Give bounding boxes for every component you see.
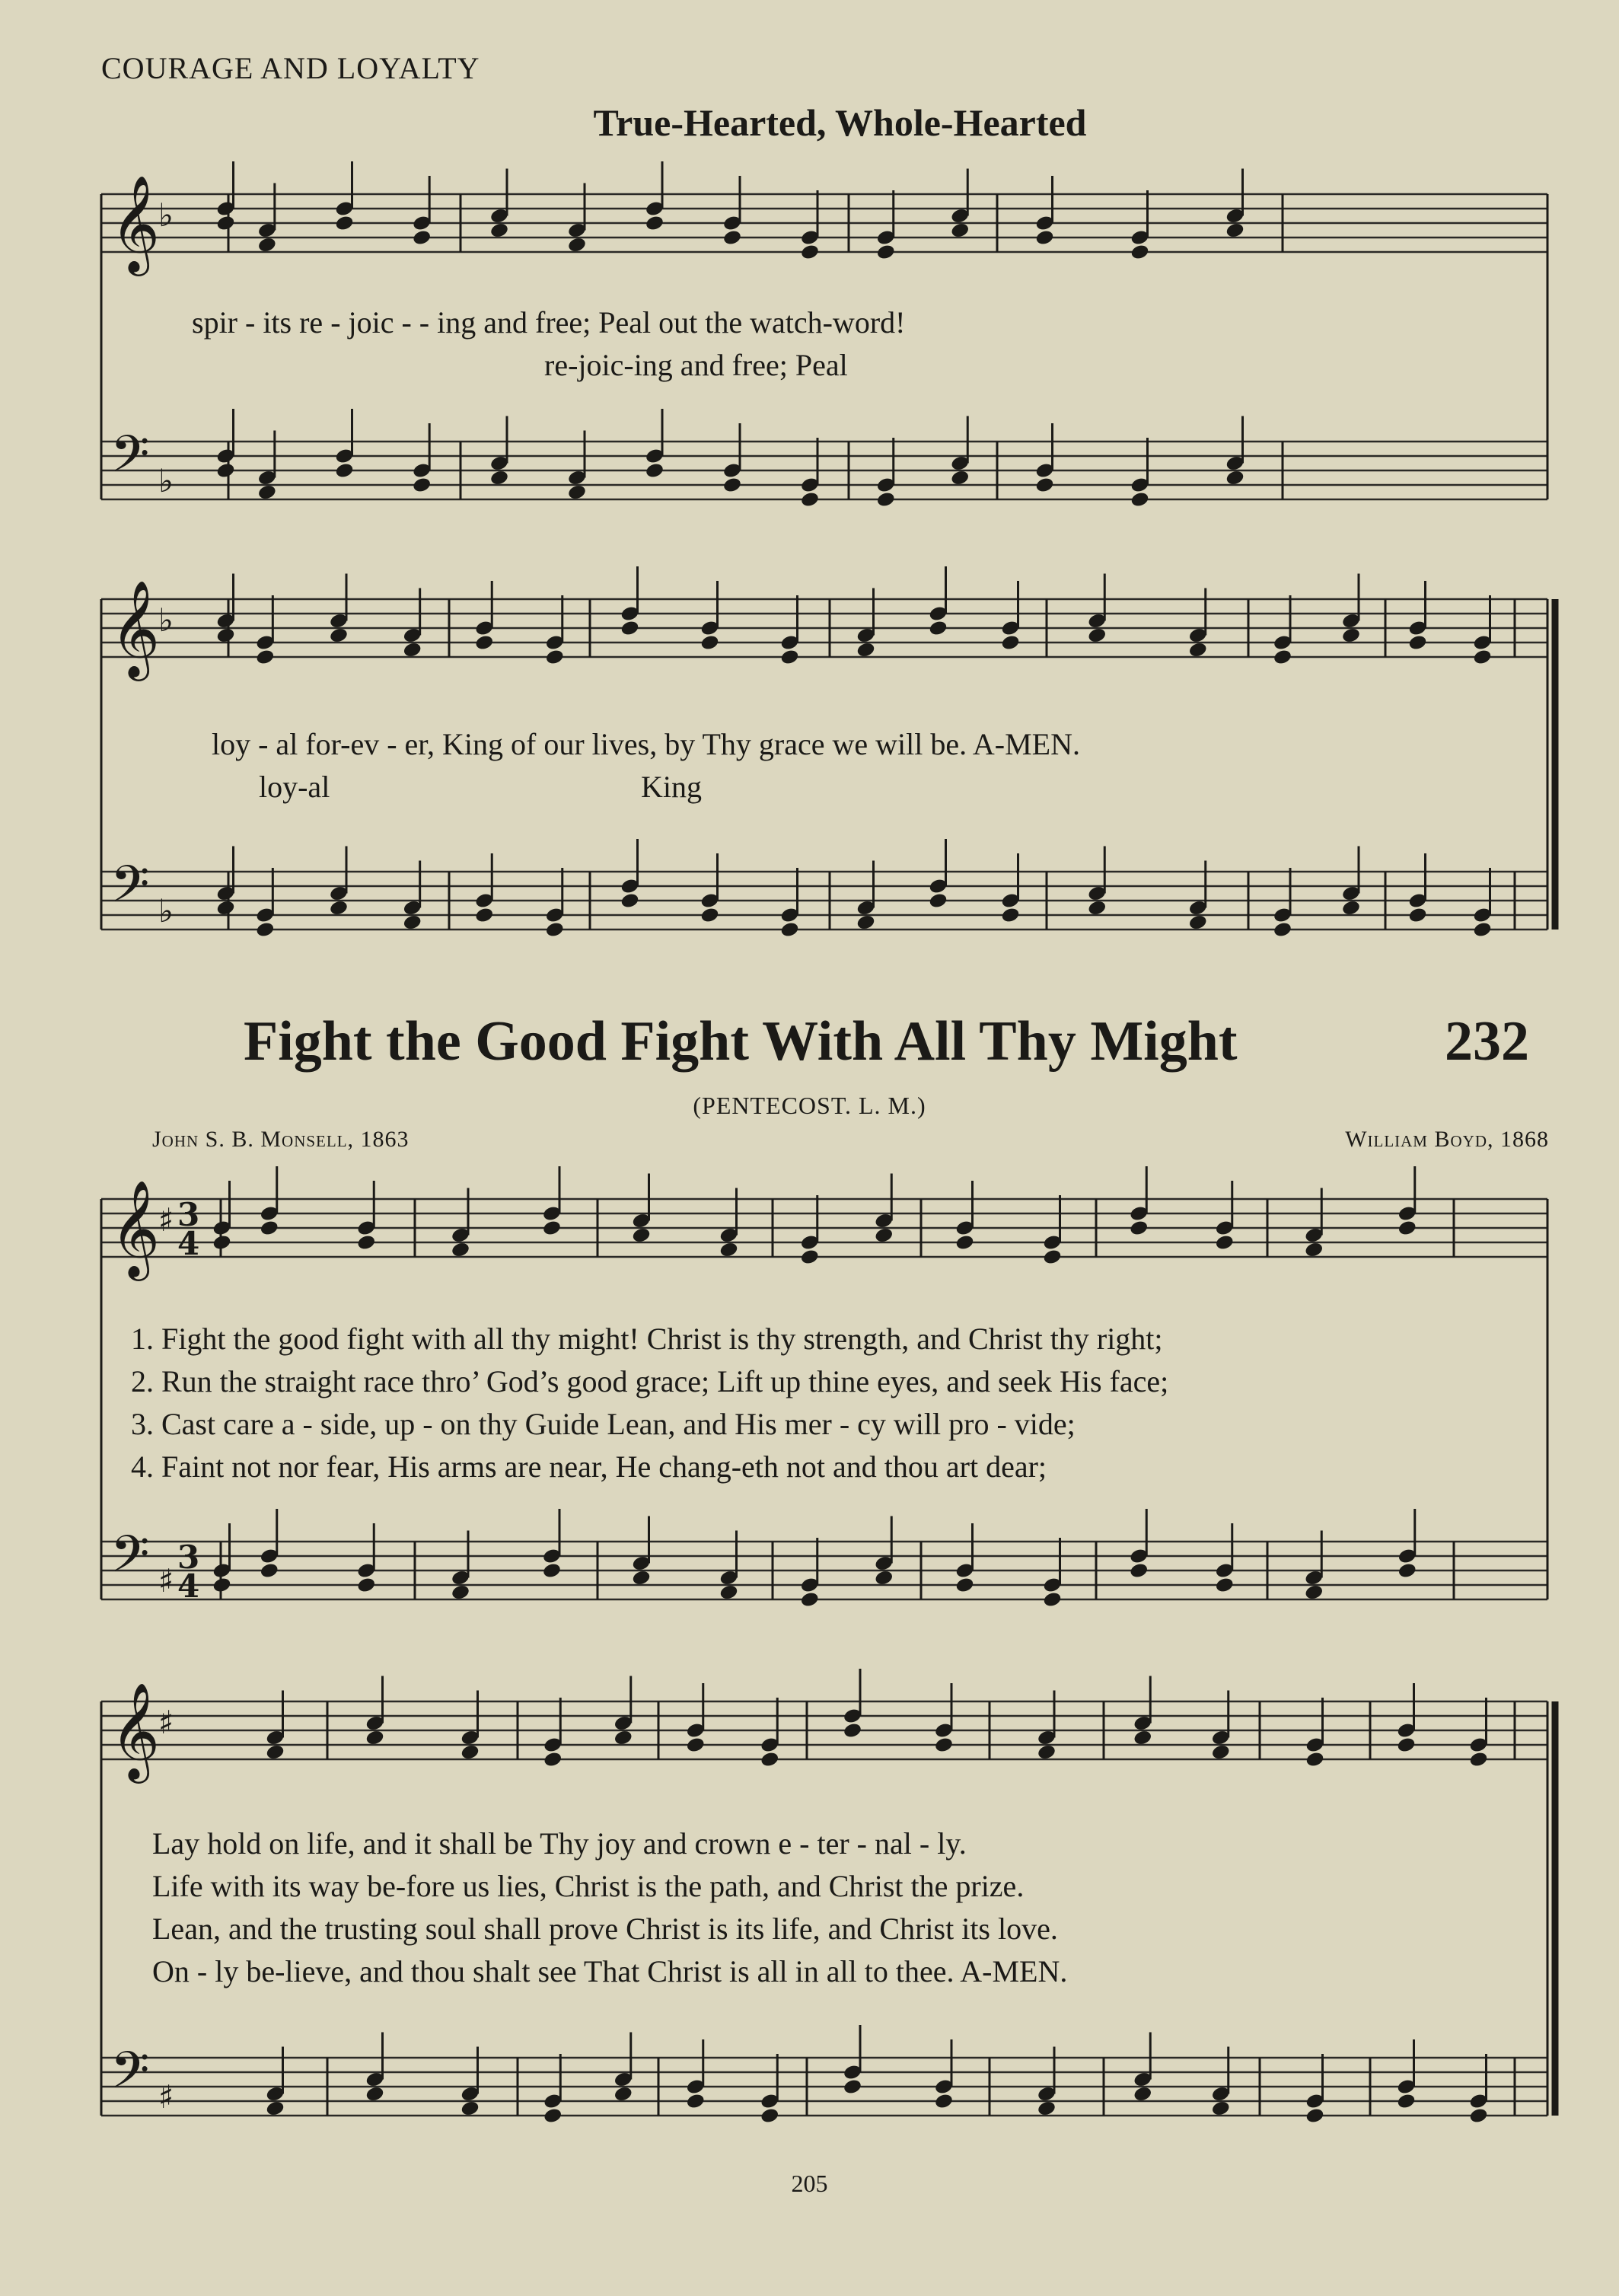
verse-2-part-1: 2. Run the straight race thro’ God’s good grace; Lift up thine eyes, and seek His face; bbox=[131, 1364, 1169, 1398]
page-number: 205 bbox=[791, 2170, 828, 2197]
svg-text:4: 4 bbox=[177, 1225, 200, 1262]
tune-name: (PENTECOST. L. M.) bbox=[693, 1092, 926, 1119]
hymn-1-lyrics-line-1-alt: re-joic-ing and free; Peal bbox=[544, 348, 848, 382]
svg-text:𝄞: 𝄞 bbox=[110, 1179, 161, 1277]
svg-text:♯: ♯ bbox=[158, 2078, 174, 2116]
svg-text:♭: ♭ bbox=[158, 601, 174, 639]
verse-1-part-1: 1. Fight the good fight with all thy might! Christ is thy strength, and Christ thy right; bbox=[131, 1322, 1163, 1356]
hymn-1-title: True-Hearted, Whole-Hearted bbox=[593, 101, 1087, 144]
author-credit: John S. B. Monsell, 1863 bbox=[152, 1127, 410, 1152]
verse-3-part-1: 3. Cast care a - side, up - on thy Guide Lean, and His mer - cy will pro - vide; bbox=[131, 1407, 1076, 1441]
hymn-1-lyrics-line-2-alt-1: loy-al bbox=[259, 770, 330, 804]
hymn-1-lyrics-line-1: spir - its re - joic - - ing and free; Peal out the watch-word! bbox=[192, 305, 906, 340]
hymn-number: 232 bbox=[1445, 1010, 1529, 1073]
svg-text:𝄢: 𝄢 bbox=[110, 2041, 150, 2112]
svg-text:♭: ♭ bbox=[158, 196, 174, 234]
svg-text:♯: ♯ bbox=[158, 1704, 174, 1741]
svg-text:𝄢: 𝄢 bbox=[110, 855, 150, 926]
svg-text:3: 3 bbox=[177, 1539, 200, 1576]
verse-4-part-1: 4. Faint not nor fear, His arms are near, He chang-eth not and thou art dear; bbox=[131, 1449, 1047, 1484]
hymn-2-title: Fight the Good Fight With All Thy Might bbox=[244, 1010, 1238, 1073]
svg-text:♭: ♭ bbox=[158, 462, 174, 499]
hymn-1-lyrics-line-2: loy - al for-ev - er, King of our lives, by Thy grace we will be. A-MEN. bbox=[212, 727, 1080, 761]
svg-text:𝄞: 𝄞 bbox=[110, 174, 161, 272]
verse-2-part-2: Life with its way be-fore us lies, Christ is the path, and Christ the prize. bbox=[152, 1869, 1025, 1903]
svg-text:♭: ♭ bbox=[158, 892, 174, 930]
svg-text:♯: ♯ bbox=[158, 1201, 174, 1239]
svg-text:3: 3 bbox=[177, 1196, 200, 1233]
verse-4-part-2: On - ly be-lieve, and thou shalt see That Christ is all in all to thee. A-MEN. bbox=[152, 1954, 1068, 1988]
svg-text:4: 4 bbox=[177, 1567, 200, 1605]
verse-3-part-2: Lean, and the trusting soul shall prove Christ is its life, and Christ its love. bbox=[152, 1912, 1058, 1946]
verse-1-part-2: Lay hold on life, and it shall be Thy joy and crown e - ter - nal - ly. bbox=[152, 1826, 967, 1861]
svg-text:𝄢: 𝄢 bbox=[110, 1525, 150, 1596]
svg-text:𝄞: 𝄞 bbox=[110, 1682, 161, 1779]
svg-text:𝄞: 𝄞 bbox=[110, 579, 161, 677]
svg-text:𝄢: 𝄢 bbox=[110, 425, 150, 496]
section-heading: COURAGE AND LOYALTY bbox=[101, 51, 480, 85]
hymn-1-lyrics-line-2-alt-2: King bbox=[641, 770, 702, 804]
svg-text:♯: ♯ bbox=[158, 1562, 174, 1599]
composer-credit: William Boyd, 1868 bbox=[1345, 1127, 1549, 1152]
